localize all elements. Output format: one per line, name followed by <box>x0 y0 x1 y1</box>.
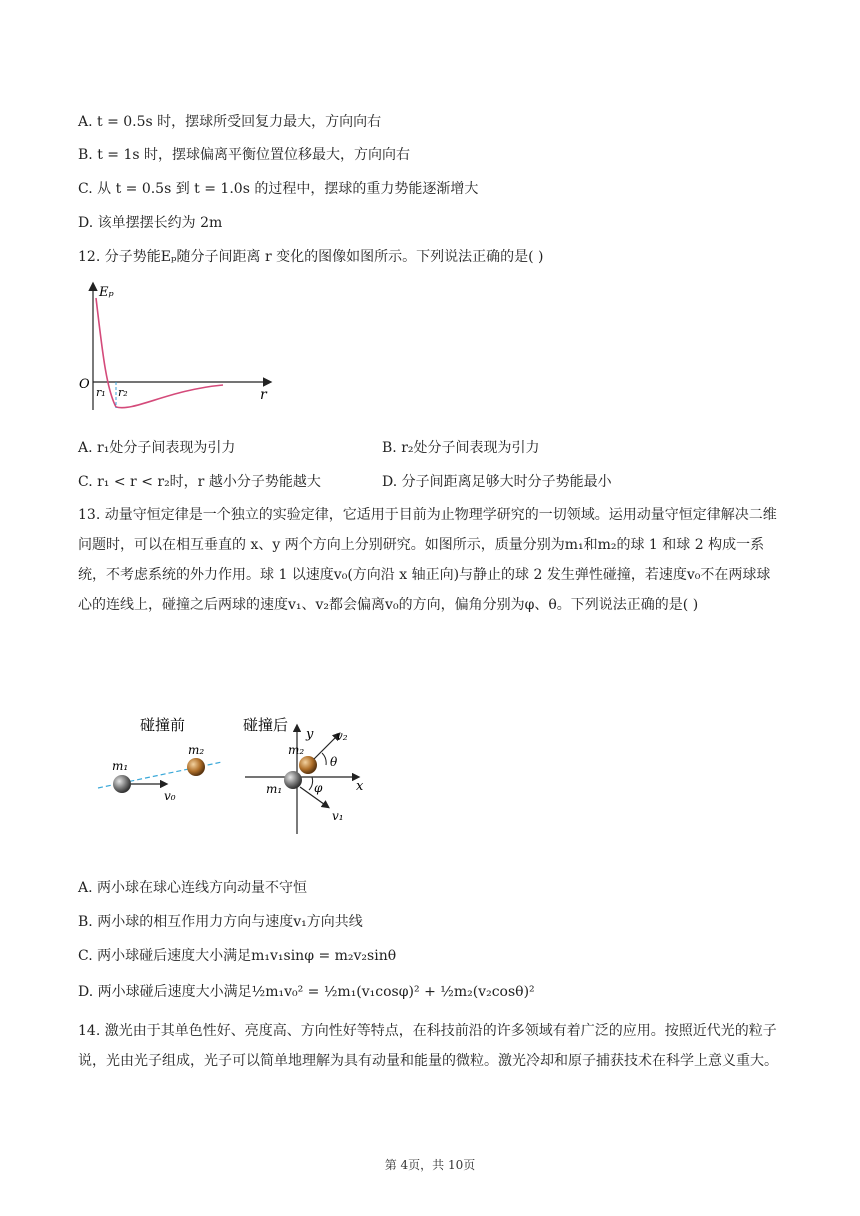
xlabel: r <box>260 387 267 403</box>
phi-label: φ <box>314 781 323 795</box>
x-label: x <box>356 779 364 794</box>
q11-option-b: B. t = 1s 时，摆球偏离平衡位置位移最大，方向向右 <box>78 147 410 163</box>
r1-label: r₁ <box>96 386 106 399</box>
page-footer: 第 4页，共 10页 <box>384 1158 476 1172</box>
q11-option-d: D. 该单摆摆长约为 2m <box>78 215 223 231</box>
m2-label-before: m₂ <box>188 743 205 757</box>
ball-1-before <box>113 775 131 793</box>
v1-label: v₁ <box>332 809 344 823</box>
ylabel: Eₚ <box>99 285 114 300</box>
q11-option-c: C. 从 t = 0.5s 到 t = 1.0s 的过程中，摆球的重力势能逐渐增大 <box>78 181 479 197</box>
q12-option-b: B. r₂处分子间表现为引力 <box>382 440 540 456</box>
q12-option-d: D. 分子间距离足够大时分子势能最小 <box>382 474 612 490</box>
phi-arc <box>309 777 313 790</box>
q11-option-a: A. t = 0.5s 时，摆球所受回复力最大，方向向右 <box>78 114 382 130</box>
q12-stem: 12. 分子势能Eₚ随分子间距离 r 变化的图像如图所示。下列说法正确的是( ) <box>78 249 544 265</box>
m2-label-after: m₂ <box>288 743 305 757</box>
y-label: y <box>306 727 314 742</box>
q12-option-a: A. r₁处分子间表现为引力 <box>78 440 236 456</box>
collision-diagram <box>90 708 390 838</box>
after-label: 碰撞后 <box>243 716 289 734</box>
v0-label: v₀ <box>164 789 176 803</box>
v2-label: v₂ <box>336 729 348 743</box>
r2-label: r₂ <box>118 386 128 399</box>
q13-option-c: C. 两小球碰后速度大小满足m₁v₁sinφ = m₂v₂sinθ <box>78 948 397 964</box>
ball-2-before <box>187 758 205 776</box>
q13-option-d: D. 两小球碰后速度大小满足½m₁v₀² = ½m₁(v₁cosφ)² + ½m₂(v₂cosθ)² <box>78 984 535 1000</box>
theta-label: θ <box>330 755 338 769</box>
q13-option-b: B. 两小球的相互作用力方向与速度v₁方向共线 <box>78 914 363 930</box>
q12-option-c: C. r₁ < r < r₂时，r 越小分子势能越大 <box>78 474 321 490</box>
m1-label-after: m₁ <box>266 782 283 796</box>
origin-label: O <box>79 377 90 392</box>
potential-curve <box>96 298 223 408</box>
q13-stem: 13. 动量守恒定律是一个独立的实验定律，它适用于目前为止物理学研究的一切领域。运用动量守恒定律解决二维问题时，可以在相互垂直的 x、y 两个方向上分别研究。如图所示，质量分别为m₁和m₂的球 1 和球 2 构成一系统，不考虑系统的外力作用。球 1 以速度v₀(方向沿 x 轴正向)与静止的球 2 发生弹性碰撞，若速度v₀不在两球球心的连线上，碰撞之后两球的速度v₁、v₂都会偏离v₀的方向，偏角分别为φ、θ。下列说法正确的是( ) <box>78 507 777 613</box>
m1-label-before: m₁ <box>112 759 129 773</box>
q14-stem: 14. 激光由于其单色性好、亮度高、方向性好等特点，在科技前沿的许多领域有着广泛的应用。按照近代光的粒子说，光由光子组成，光子可以简单地理解为具有动量和能量的微粒。激光冷却和原子捕获技术在科学上意义重大。 <box>78 1023 778 1069</box>
q13-option-a: A. 两小球在球心连线方向动量不守恒 <box>78 880 308 896</box>
before-label: 碰撞前 <box>140 716 186 734</box>
theta-arc <box>322 753 326 765</box>
ball-1-after <box>284 771 302 789</box>
potential-energy-graph <box>78 278 278 418</box>
